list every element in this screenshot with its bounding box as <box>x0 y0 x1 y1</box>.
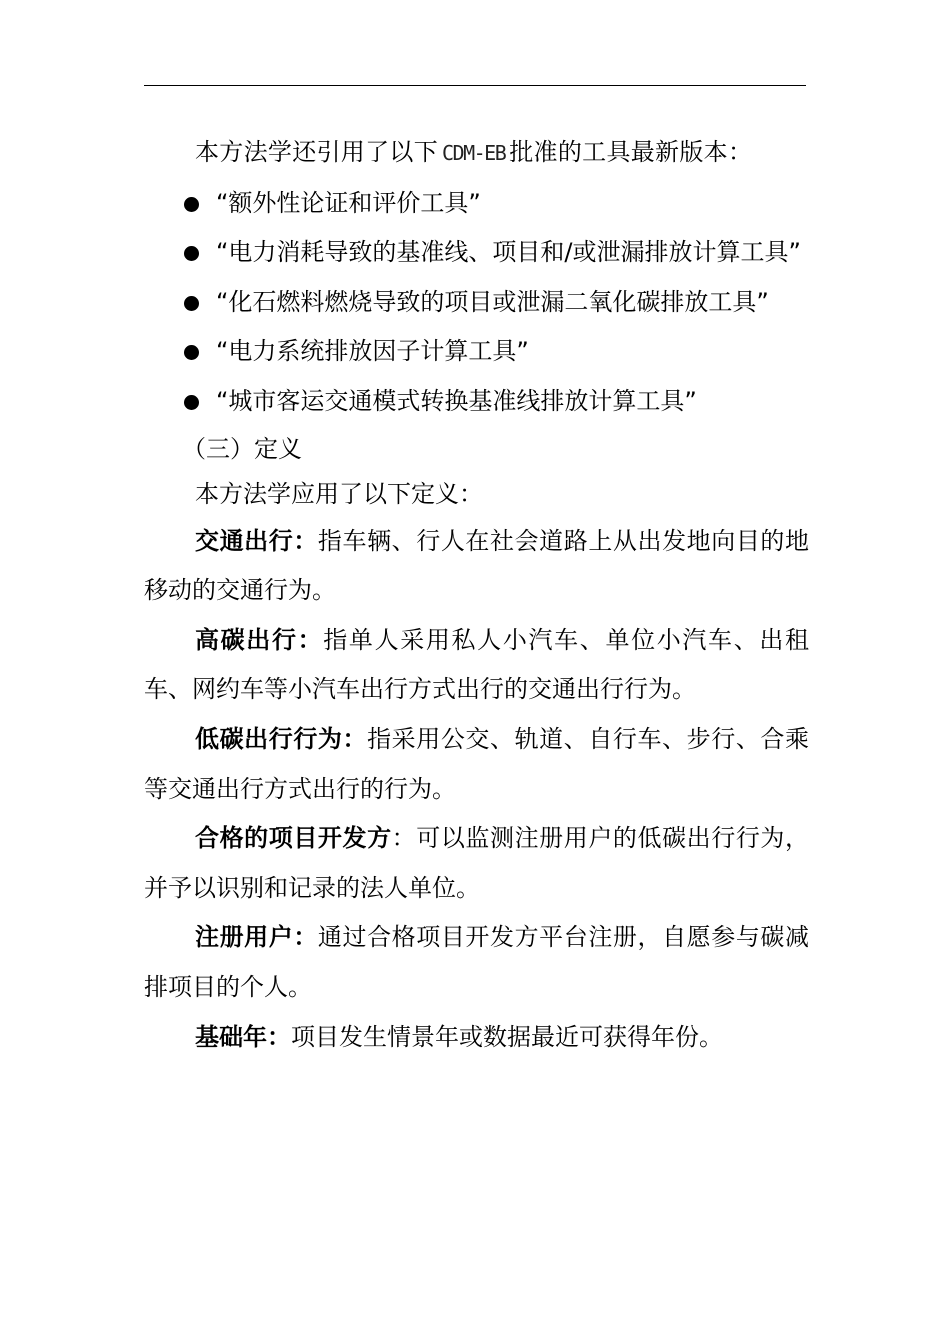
definition-term: 高碳出行： <box>195 625 324 654</box>
bullet-icon <box>184 395 199 410</box>
bullet-icon <box>184 345 199 360</box>
cdm-eb-code: CDM-EB <box>442 141 506 165</box>
tool-item-text: “电力系统排放因子计算工具” <box>216 337 529 366</box>
definition-low-carbon-travel <box>144 715 809 814</box>
header-rule <box>144 85 806 86</box>
definition-term: 基础年： <box>195 1022 291 1051</box>
definition-term: 合格的项目开发方 <box>195 824 392 853</box>
section-heading: （三）定义 <box>182 434 302 463</box>
tool-item-electricity-consumption <box>144 228 809 278</box>
definition-text: 指采用公交、轨道、自行车、步行、合乘等交通出行方式出行的行为。 <box>144 724 810 803</box>
tool-item-text: “电力消耗导致的基准线、项目和/或泄漏排放计算工具” <box>216 238 801 267</box>
tools-intro-text-before: 本方法学还引用了以下 <box>195 138 438 166</box>
definitions-intro: 本方法学应用了以下定义： <box>195 479 483 508</box>
tool-item-text: “化石燃料燃烧导致的项目或泄漏二氧化碳排放工具” <box>216 287 769 316</box>
definition-text: ：可以监测注册用户的低碳出行行为，并予以识别和记录的法人单位。 <box>144 824 810 902</box>
definition-term: 注册用户： <box>195 923 318 952</box>
tools-intro-paragraph <box>144 128 809 179</box>
definition-text: 通过合格项目开发方平台注册，自愿参与碳减排项目的个人。 <box>144 923 810 1001</box>
tool-item-additionality <box>144 179 809 229</box>
definition-text: 指车辆、行人在社会道路上从出发地向目的地移动的交通行为。 <box>144 526 810 605</box>
definition-travel <box>144 517 809 616</box>
bullet-icon <box>184 296 199 311</box>
tools-list <box>144 179 809 427</box>
tool-item-text: “城市客运交通模式转换基准线排放计算工具” <box>216 386 697 415</box>
definition-term: 交通出行： <box>195 526 318 555</box>
tool-item-fossil-fuel <box>144 278 809 328</box>
tool-item-text: “额外性论证和评价工具” <box>216 188 481 217</box>
definition-base-year <box>144 1013 809 1063</box>
tool-item-modal-shift <box>144 377 809 427</box>
definition-registered-user <box>144 913 809 1012</box>
document-body <box>144 128 809 1062</box>
definition-qualified-developer <box>144 814 809 913</box>
definition-high-carbon-travel <box>144 616 809 715</box>
definition-term: 低碳出行行为： <box>195 724 368 753</box>
definition-text: 项目发生情景年或数据最近可获得年份。 <box>291 1022 723 1051</box>
bullet-icon <box>184 246 199 261</box>
bullet-icon <box>184 197 199 212</box>
definition-text: 指单人采用私人小汽车、单位小汽车、出租车、网约车等小汽车出行方式出行的交通出行行为。 <box>144 625 810 704</box>
tool-item-emission-factor <box>144 327 809 377</box>
tools-intro-text-after: 批准的工具最新版本： <box>509 138 753 166</box>
